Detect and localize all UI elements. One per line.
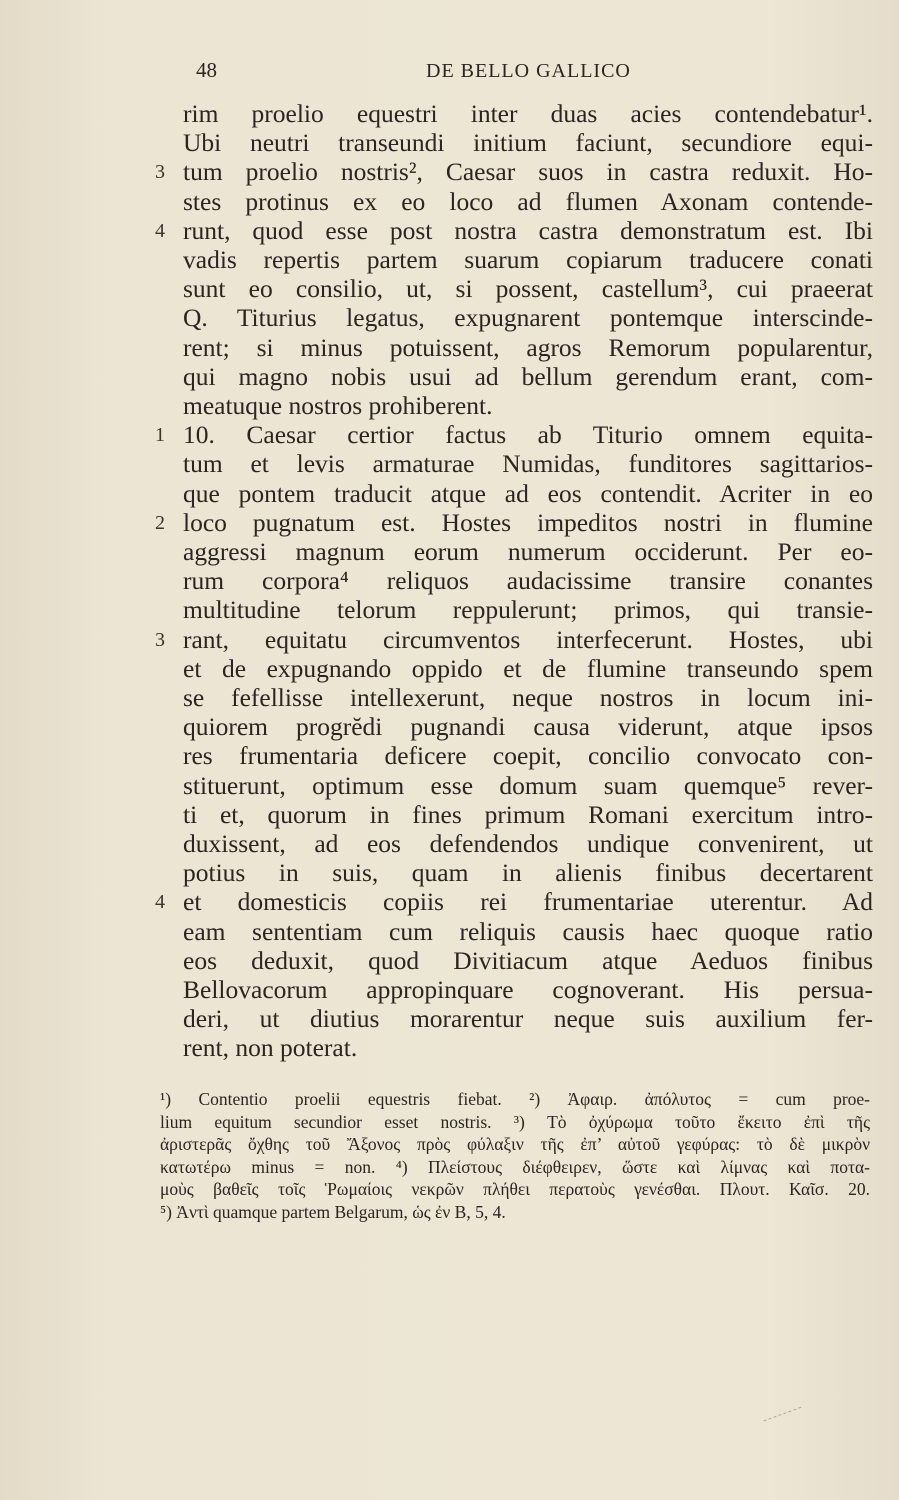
line-text: stituerunt, optimum esse domum suam quemque⁵ rever- xyxy=(183,770,873,800)
text-line xyxy=(183,275,873,303)
footnote-line: ⁵) Ἀντὶ quamque partem Belgarum, ὡς ἐν B, 5, 4. xyxy=(160,1201,506,1222)
running-head: DE BELLO GALLICO xyxy=(426,60,631,82)
text-line xyxy=(183,742,873,770)
line-text: loco pugnatum est. Hostes impeditos nostri in flumine xyxy=(183,507,873,537)
text-line xyxy=(183,947,873,975)
text-line xyxy=(183,450,873,478)
footnote-line: κατωτέρω minus = non. ⁴) Πλείστους διέφθειρεν, ὥστε καὶ λίμνας καὶ ποτα- xyxy=(160,1156,870,1177)
text-line xyxy=(183,655,873,683)
line-text: Ubi neutri transeundi initium faciunt, secundiore equi- xyxy=(183,128,873,158)
footnote-line: lium equitum secundior esset nostris. ³) Τὸ ὀχύρωμα τοῦτο ἔκειτο ἐπὶ τῆς xyxy=(160,1111,870,1132)
line-text: runt, quod esse post nostra castra demonstratum est. Ibi xyxy=(183,215,873,245)
line-text: rum corpora⁴ reliquos audacissime transire conantes xyxy=(183,566,873,596)
text-line xyxy=(183,129,873,157)
line-text: eam sententiam cum reliquis causis haec quoque ratio xyxy=(183,916,873,946)
footnote-line: ¹) Contentio proelii equestris fiebat. ²) Ἀφαιρ. ἀπόλυτος = cum proe- xyxy=(160,1089,870,1109)
text-line xyxy=(183,246,873,274)
text-line xyxy=(183,772,873,800)
text-line xyxy=(183,363,873,391)
line-text: vadis repertis partem suarum copiarum traducere conati xyxy=(183,245,873,274)
line-text: rim proelio equestri inter duas acies contendebatur¹. xyxy=(183,99,873,128)
text-line xyxy=(183,1005,873,1033)
text-line xyxy=(183,684,873,712)
text-line xyxy=(183,859,873,887)
line-text: stes protinus ex eo loco ad flumen Axonam contende- xyxy=(183,186,873,216)
line-text: Bellovacorum appropinquare cognoverant. His persua- xyxy=(183,975,873,1004)
margin-section-number: 3 xyxy=(155,161,165,184)
footnote-line: μοὺς βαθεῖς τοῖς Ῥωμαίοις νεκρῶν πλήθει περατοὺς γενέσθαι. Πλουτ. Καῖσ. 20. xyxy=(160,1179,870,1199)
line-text: et domesticis copiis rei frumentariae uterentur. Ad xyxy=(183,887,873,917)
line-text: et de expugnando oppido et de flumine transeundo spem xyxy=(183,653,873,683)
line-text: aggressi magnum eorum numerum occiderunt. Per eo- xyxy=(183,537,873,566)
line-text: Q. Titurius legatus, expugnarent pontemque interscinde- xyxy=(183,303,873,333)
text-line xyxy=(155,157,873,187)
text-line xyxy=(183,1034,873,1062)
page-header xyxy=(196,58,876,88)
margin-section-number: 1 xyxy=(155,424,165,447)
text-line xyxy=(183,713,873,741)
line-text: tum et levis armaturae Numidas, funditores sagittarios- xyxy=(183,449,873,479)
text-line xyxy=(183,304,873,332)
line-text: ti et, quorum in fines primum Romani exercitum intro- xyxy=(183,799,873,829)
text-line xyxy=(183,976,873,1004)
text-line xyxy=(183,188,873,216)
text-line xyxy=(155,887,873,917)
line-text: qui magno nobis usui ad bellum gerendum erant, com- xyxy=(183,361,873,391)
text-line xyxy=(183,918,873,946)
footnote-line: ἀριστερᾶς ὄχθης τοῦ Ἄξονος πρὸς φύλαξιν τῆς ἐπ’ αὐτοῦ γεφύρας: τὸ δὲ μικρὸν xyxy=(160,1134,870,1154)
text-line xyxy=(183,567,873,595)
text-line xyxy=(155,420,873,450)
text-line xyxy=(183,480,873,508)
text-line xyxy=(155,215,873,245)
line-text: deri, ut diutius morarentur neque suis auxilium fer- xyxy=(183,1004,873,1034)
line-text: res frumentaria deficere coepit, concilio convocato con- xyxy=(183,741,873,771)
pencil-mark xyxy=(759,1394,802,1422)
margin-section-number: 3 xyxy=(155,628,165,651)
text-line xyxy=(183,801,873,829)
margin-section-number: 4 xyxy=(155,219,165,242)
line-text: tum proelio nostris², Caesar suos in castra reduxit. Ho- xyxy=(183,157,873,187)
line-text: 10. Caesar certior factus ab Titurio omnem equita- xyxy=(183,420,873,450)
line-text: potius in suis, quam in alienis finibus decertarent xyxy=(183,858,873,888)
margin-section-number: 2 xyxy=(155,511,165,534)
line-text: duxissent, ad eos defendendos undique convenirent, ut xyxy=(183,829,873,858)
text-line xyxy=(155,624,873,654)
text-line xyxy=(155,507,873,537)
text-line xyxy=(183,830,873,858)
line-text: eos deduxit, quod Divitiacum atque Aeduos finibus xyxy=(183,945,873,975)
line-text: sunt eo consilio, ut, si possent, castellum³, cui praeerat xyxy=(183,274,873,304)
text-line xyxy=(183,596,873,624)
text-line xyxy=(183,334,873,362)
line-text: quiorem progrĕdi pugnandi causa viderunt, atque ipsos xyxy=(183,712,873,742)
text-line xyxy=(183,392,873,420)
margin-section-number: 4 xyxy=(155,891,165,914)
text-line xyxy=(183,100,873,128)
page-number: 48 xyxy=(196,58,217,82)
line-text: se fefellisse intellexerunt, neque nostros in locum ini- xyxy=(183,683,873,712)
line-text: rant, equitatu circumventos interfecerunt. Hostes, ubi xyxy=(183,624,873,654)
line-text: rent, non poterat. xyxy=(183,1033,358,1063)
line-text: rent; si minus potuissent, agros Remorum popularentur, xyxy=(183,332,873,362)
line-text: que pontem traducit atque ad eos contendit. Acriter in eo xyxy=(183,478,873,508)
line-text: meatuque nostros prohiberent. xyxy=(183,391,493,420)
line-text: multitudine telorum reppulerunt; primos, qui transie- xyxy=(183,595,873,625)
text-line xyxy=(183,538,873,566)
